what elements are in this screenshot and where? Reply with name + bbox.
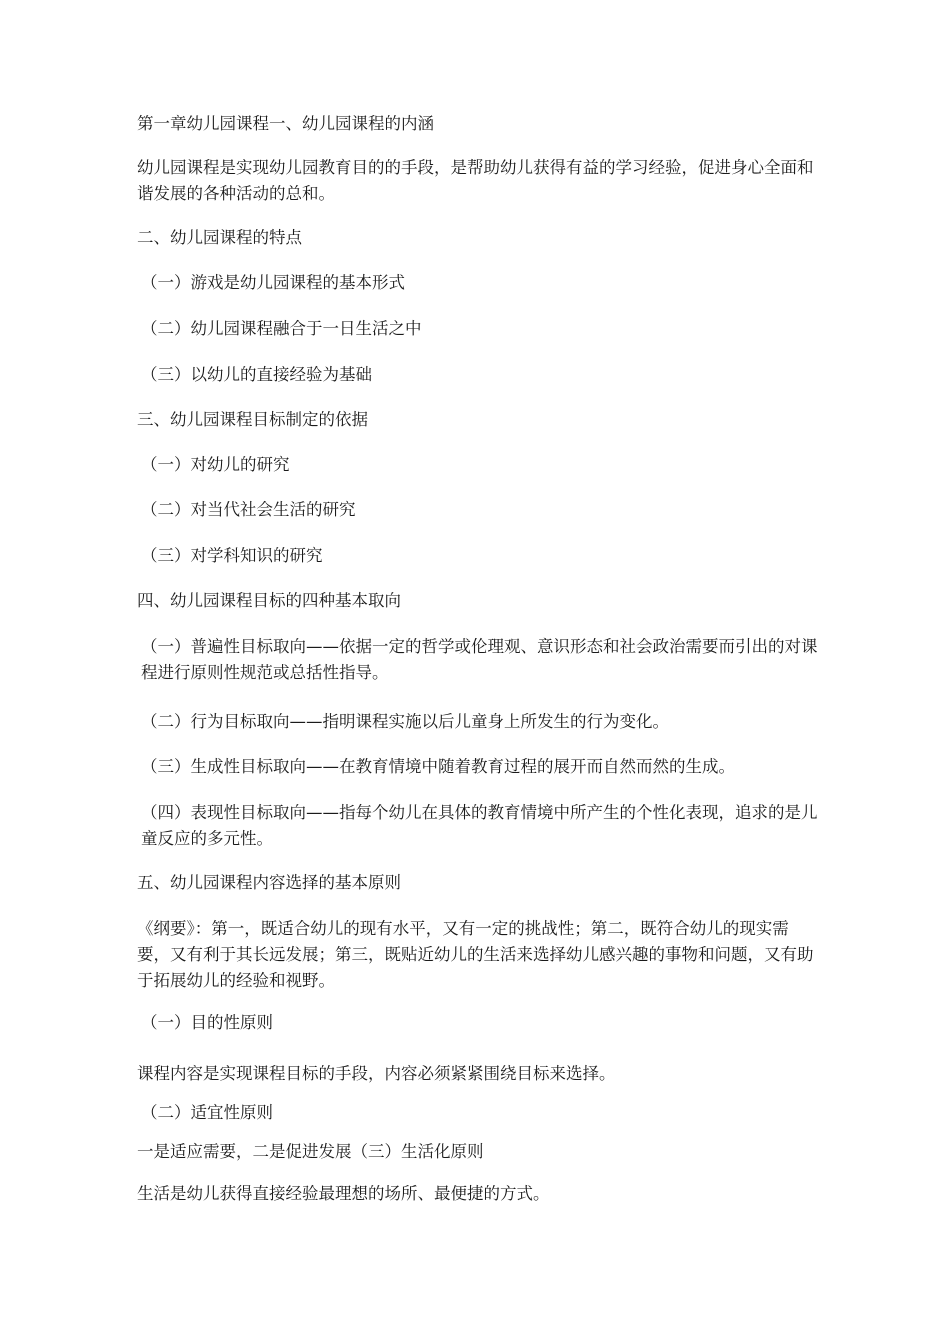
basis-item-2: （二）对当代社会生活的研究	[141, 500, 356, 519]
principle-text-1: 课程内容是实现课程目标的手段，内容必须紧紧围绕目标来选择。	[137, 1064, 616, 1083]
orientation-item-2: （二）行为目标取向——指明课程实施以后儿童身上所发生的行为变化。	[141, 712, 669, 731]
section-heading-3: 三、幼儿园课程目标制定的依据	[137, 410, 368, 429]
principle-heading-1: （一）目的性原则	[141, 1013, 273, 1032]
principle-heading-2: （二）适宜性原则	[141, 1103, 273, 1122]
chapter-heading: 第一章幼儿园课程一、幼儿园课程的内涵	[137, 114, 434, 133]
orientation-item-1: （一）普遍性目标取向——依据一定的哲学或伦理观、意识形态和社会政治需要而引出的对课程进行原则性规范或总括性指导。	[141, 637, 818, 682]
orientation-item-3: （三）生成性目标取向——在教育情境中随着教育过程的展开而自然而然的生成。	[141, 757, 735, 776]
feature-item-3: （三）以幼儿的直接经验为基础	[141, 365, 372, 384]
feature-item-2: （二）幼儿园课程融合于一日生活之中	[141, 319, 422, 338]
guideline-quote: 《纲要》：第一，既适合幼儿的现有水平，又有一定的挑战性；第二，既符合幼儿的现实需要，又有利于其长远发展；第三，既贴近幼儿的生活来选择幼儿感兴趣的事物和问题，又有助于拓展幼儿的经验和视野。	[137, 919, 814, 990]
section-heading-4: 四、幼儿园课程目标的四种基本取向	[137, 591, 401, 610]
section-heading-5: 五、幼儿园课程内容选择的基本原则	[137, 873, 401, 892]
feature-item-1: （一）游戏是幼儿园课程的基本形式	[141, 273, 405, 292]
principle-text-2: 一是适应需要，二是促进发展（三）生活化原则	[137, 1142, 484, 1161]
principle-text-3: 生活是幼儿获得直接经验最理想的场所、最便捷的方式。	[137, 1184, 550, 1203]
orientation-item-4: （四）表现性目标取向——指每个幼儿在具体的教育情境中所产生的个性化表现，追求的是儿童反应的多元性。	[141, 803, 818, 848]
basis-item-3: （三）对学科知识的研究	[141, 546, 323, 565]
basis-item-1: （一）对幼儿的研究	[141, 455, 290, 474]
section-heading-2: 二、幼儿园课程的特点	[137, 228, 302, 247]
definition-paragraph: 幼儿园课程是实现幼儿园教育目的的手段，是帮助幼儿获得有益的学习经验，促进身心全面和谐发展的各种活动的总和。	[137, 158, 814, 203]
